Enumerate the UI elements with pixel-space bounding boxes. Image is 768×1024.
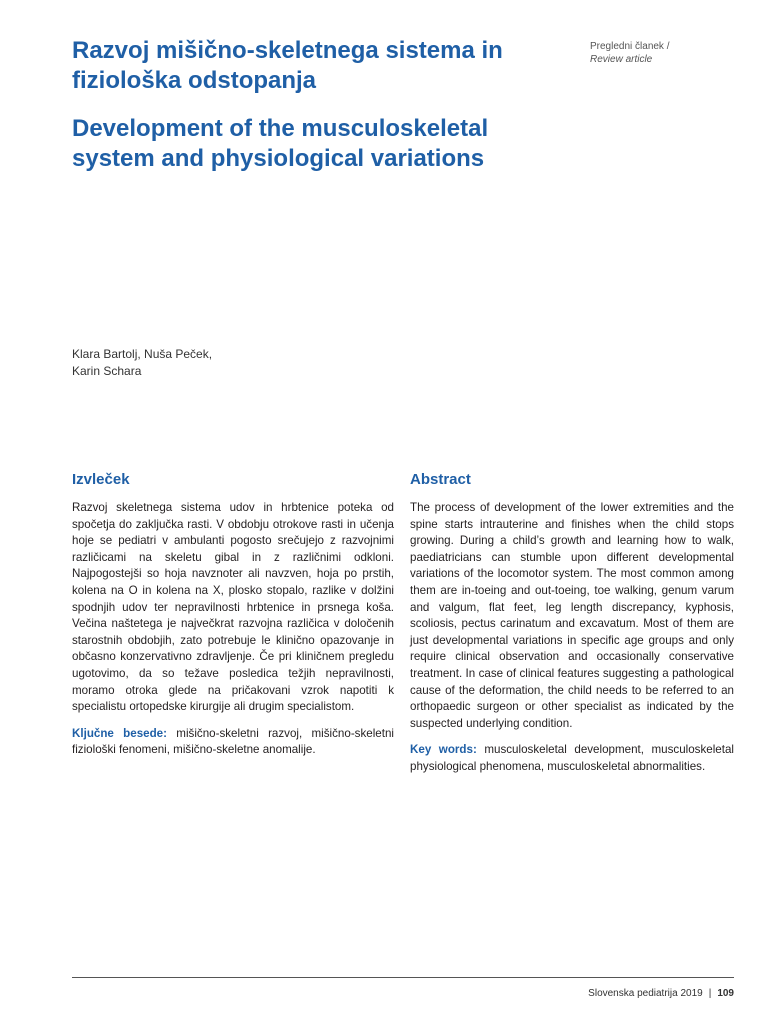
abstract-slovenian-text: Razvoj skeletnega sistema udov in hrbtenice poteka od spočetja do zaključka rasti. V obdobju otrokove rasti in učenja hoje se pediatri v ambulanti pogosto srečujejo z razvojnimi različicami na skeletu gibal in z različnimi odkloni. Najpogostejši so hoja navznoter ali navzven, hoja po prstih, kolena na O in kolena na X, plosko stopalo, razlike v dolžini spodnjih udov ter nepravilnosti hrbtenice in prsnega koša. Večina naštetega je največkrat razvojna različica v določenih starostnih obdobjih, zato potrebuje le klinično opazovanje in občasno konzervativno zdravljenje. Če pri kliničnem pregledu ugotovimo, da so težave posledica težjih nepravilnosti, moramo otroka glede na pričakovani vzrok napotiti k specialistu ortopedske kirurgije ali drugim specialistom. xyxy=(72,501,394,714)
footer-journal: Slovenska pediatrija 2019 xyxy=(588,988,703,999)
abstract-slovenian-heading: Izvleček xyxy=(72,471,130,488)
article-type-label xyxy=(590,40,740,66)
title-slovenian: Razvoj mišično-skeletnega sistema in fiziološka odstopanja xyxy=(72,37,503,94)
article-type-en: Review article xyxy=(590,54,653,65)
abstract-english-text: The process of development of the lower extremities and the spine starts intrauterine and finishes when the child stops growing. During a child’s growth and learning how to walk, paediatricians can stumble upon different developmental variations of the locomotor system. The most common among them are in-toeing and out-toeing, toe walking, genum varum and valgum, flat feet, leg length discrepancy, kyphosis, scoliosis, pectus carinatum and excavatum. Most of them are just developmental variations in specific age groups and only require clinical observation and occasionally conservative treatment. In case of clinical features suggesting a pathological cause of the deformation, the child needs to be referred to an orthopaedic surgeon or other specialist as indicated by the suspected underlying condition. xyxy=(410,501,734,730)
abstract-slovenian-column xyxy=(72,470,394,759)
footer-divider xyxy=(72,977,734,978)
authors-line-2: Karin Schara xyxy=(72,364,142,378)
authors xyxy=(72,346,212,380)
abstract-english-column xyxy=(410,470,734,776)
title-block xyxy=(72,36,572,174)
keywords-slovenian xyxy=(72,726,394,759)
article-type-sl: Pregledni članek / xyxy=(590,41,670,52)
keywords-slovenian-text: mišično-skeletni razvoj, mišično-skeletni fiziološki fenomeni, mišično-skeletne anomalije. xyxy=(72,726,394,757)
footer-separator: | xyxy=(708,988,712,999)
page-footer xyxy=(588,988,734,1000)
title-english: Development of the musculoskeletal system and physiological variations xyxy=(72,115,489,172)
authors-line-1: Klara Bartolj, Nuša Peček, xyxy=(72,347,213,361)
keywords-english-text: musculoskeletal development, musculoskeletal physiological phenomena, musculoskeletal abnormalities. xyxy=(410,743,734,773)
page-number: 109 xyxy=(717,988,734,999)
keywords-english-label: Key words: xyxy=(410,743,477,757)
abstract-english-heading: Abstract xyxy=(410,471,471,488)
keywords-slovenian-label: Ključne besede: xyxy=(72,726,167,740)
keywords-english xyxy=(410,742,734,775)
